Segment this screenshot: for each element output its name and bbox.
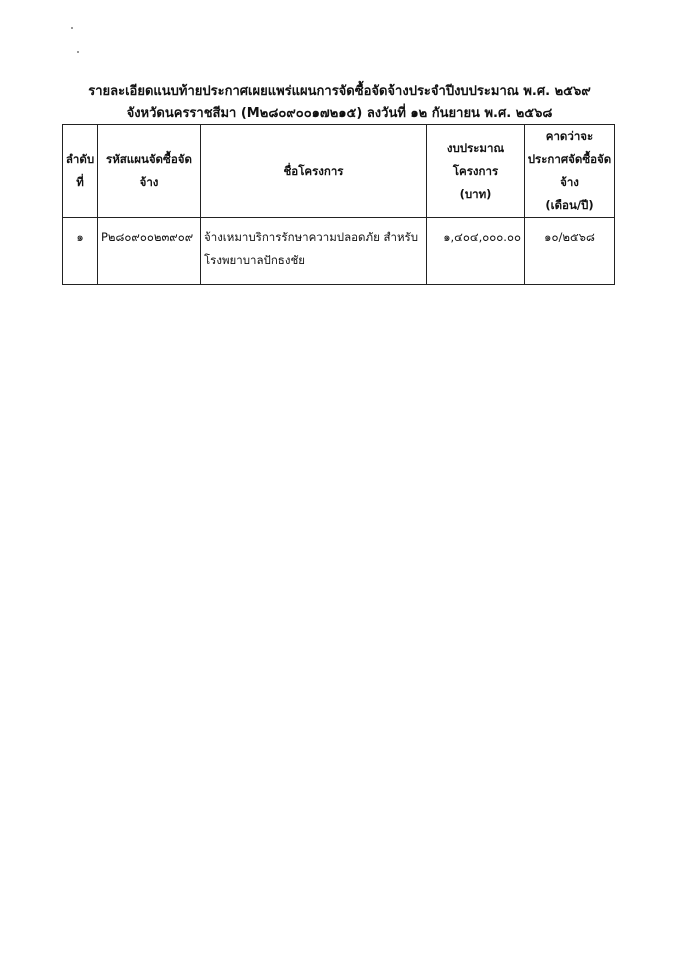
- cell-expected-date: ๑๐/๒๕๖๘: [525, 218, 615, 285]
- cell-project-name-line2: โรงพยาบาลปักธงชัย: [204, 253, 305, 267]
- header-plan-code-line2: จ้าง: [139, 175, 159, 189]
- header-budget-line1: งบประมาณ: [446, 140, 505, 155]
- header-budget-line3: (บาท): [459, 186, 492, 201]
- header-no-line1: ลำดับ: [65, 152, 95, 166]
- document-title-line2: จังหวัดนครราชสีมา (M๒๘๐๙๐๐๑๗๒๑๕) ลงวันที่ ๑๒ กันยายน พ.ศ. ๒๕๖๘: [126, 106, 553, 121]
- procurement-plan-table: [62, 124, 615, 285]
- cell-budget: ๑,๔๐๔,๐๐๐.๐๐: [427, 218, 525, 285]
- header-no-line2: ที่: [76, 175, 84, 189]
- header-expected-line3: จ้าง: [560, 175, 579, 189]
- table-row: [63, 218, 615, 285]
- cell-project-name: [201, 218, 427, 285]
- table-header-row: [63, 125, 615, 218]
- cell-plan-code: P๒๘๐๙๐๐๒๓๙๐๙: [98, 218, 201, 285]
- header-plan-code: [98, 125, 201, 218]
- header-budget-line2: โครงการ: [452, 163, 499, 178]
- cell-no: ๑: [63, 218, 98, 285]
- document-title-line1: รายละเอียดแนบท้ายประกาศเผยแพร่แผนการจัดซื้อจัดจ้างประจำปีงบประมาณ พ.ศ. ๒๕๖๙: [88, 84, 591, 99]
- header-no: [63, 125, 98, 218]
- header-expected-date: [525, 125, 615, 218]
- header-expected-line2: ประกาศจัดซื้อจัด: [527, 152, 612, 166]
- header-project-name: ชื่อโครงการ: [201, 125, 427, 218]
- scan-speck: [77, 51, 79, 53]
- scan-speck: [71, 27, 73, 29]
- header-plan-code-line1: รหัสแผนจัดซื้อจัด: [106, 152, 192, 166]
- cell-project-name-line1: จ้างเหมาบริการรักษาความปลอดภัย สำหรับ: [204, 230, 419, 244]
- header-budget: [427, 125, 525, 218]
- header-expected-line4: (เดือน/ปี): [545, 198, 594, 212]
- header-expected-line1: คาดว่าจะ: [545, 129, 594, 143]
